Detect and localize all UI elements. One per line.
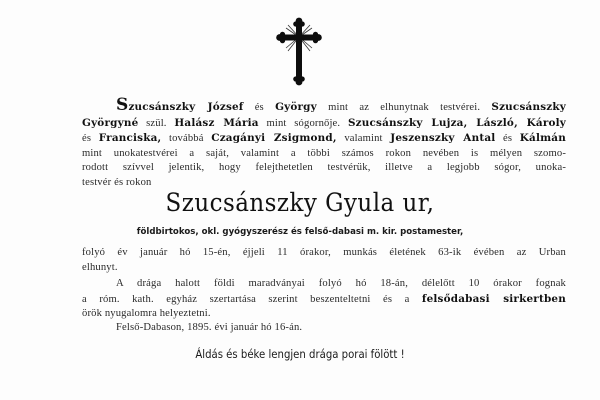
cemetery-name: felsődabasi sirkertben	[421, 292, 567, 305]
text-run: és	[495, 133, 520, 145]
announcer-name: Franciska,	[98, 132, 162, 145]
text-run: a róm. kath. egyház szertartása szerint beszenteltetni és a	[82, 293, 422, 305]
text-run: továbbá	[161, 133, 212, 145]
text-run: valamint	[336, 133, 391, 145]
announcers-paragraph	[82, 95, 567, 191]
announcer-name: Szucsánszky Lujza, László, Károly	[347, 116, 567, 129]
closing-blessing: Áldás és béke lengjen drága porai fölött !	[195, 347, 405, 361]
paragraph-line: örök nyugalomra helyeztetni.	[82, 308, 211, 320]
announcer-name: zucsánszky József	[128, 101, 244, 113]
place-and-date-line: Felső-Dabason, 1895. évi január hó 16-án.	[116, 322, 303, 333]
paragraph-line	[82, 292, 566, 308]
paragraph-line: testvér és rokon	[82, 176, 152, 188]
announcer-name: Czagányi Zsigmond,	[211, 132, 337, 145]
text-run: és	[82, 133, 99, 145]
paragraph-line	[82, 116, 566, 132]
text-run: mint az elhunytnak testvérei.	[316, 102, 492, 113]
text-run: szül.	[138, 117, 175, 129]
paragraph-line: mint unokatestvérei a saját, valamint a többi számos rokon nevében is mélyen szomo-	[82, 147, 566, 159]
announcer-name: Kálmán	[519, 132, 566, 145]
paragraph-line: A drága halott földi maradványai folyó hó 18-án, délelőtt 10 órakor fognak	[116, 278, 566, 289]
text-run: mint sógornője.	[258, 117, 348, 129]
announcer-name: Halász Mária	[174, 116, 259, 129]
deceased-titles: földbirtokos, okl. gyógyszerész és felső-dabasi m. kir. postamester,	[136, 227, 464, 237]
paragraph-line: folyó év január hó 15-én, éjjeli 11 órakor, munkás életének 63-ik évében az Urban	[82, 247, 566, 258]
deceased-name-heading: Szucsánszky Gyula ur,	[165, 188, 435, 217]
ornate-cross-icon	[276, 16, 322, 86]
paragraph-line	[82, 95, 566, 116]
funeral-details-paragraph	[82, 277, 566, 322]
drop-cap-letter: S	[116, 95, 129, 115]
announcer-name: Györgyné	[82, 116, 139, 129]
death-details-paragraph	[82, 246, 566, 275]
announcer-name: György	[275, 101, 317, 113]
text-run: és	[243, 102, 276, 113]
paragraph-line: rodott szívvel jelentik, hogy felejthetetlen testvérük, illetve a legjobb sógor, unoka-	[82, 162, 566, 174]
paragraph-line: elhunyt.	[82, 261, 118, 273]
announcer-name: Jeszenszky Antal	[390, 132, 496, 145]
paragraph-line	[82, 131, 566, 147]
announcer-name: Szucsánszky	[491, 101, 566, 113]
